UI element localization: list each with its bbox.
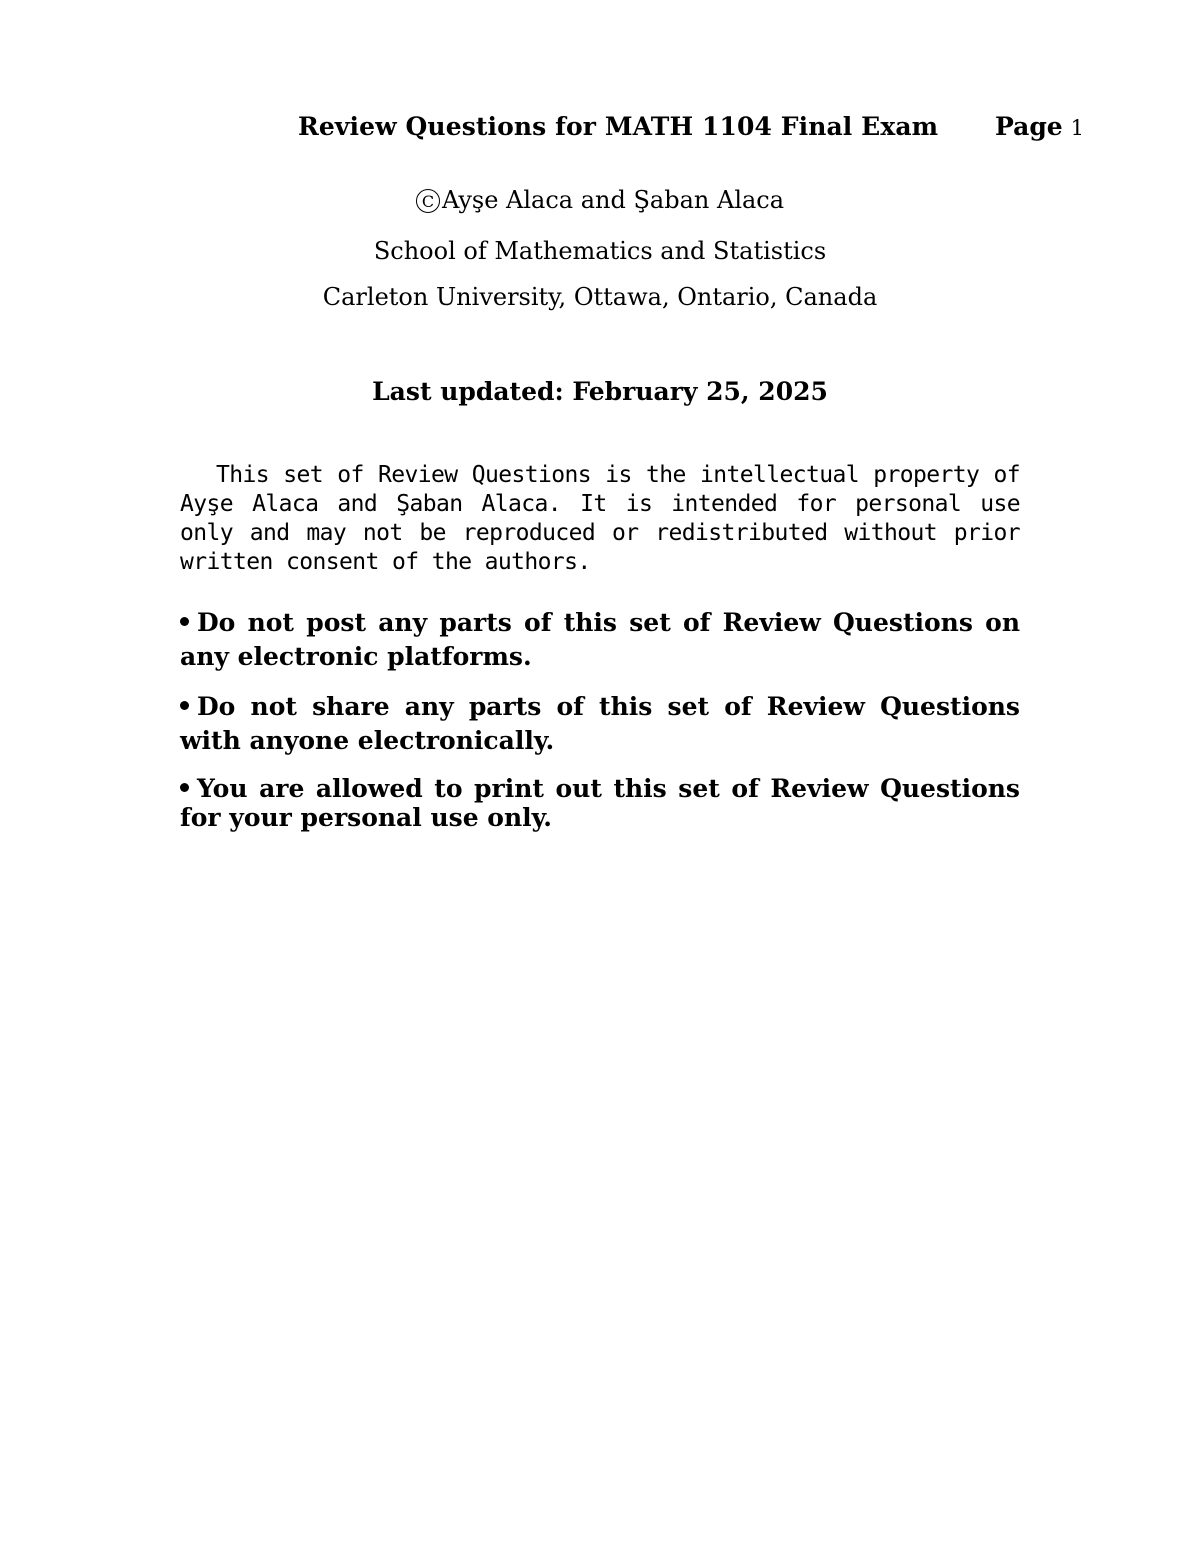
usage-rule-text: Do not post any parts of this set of Review Questions on any electronic platforms. <box>180 608 1020 671</box>
university-name: Carleton University, Ottawa, Ontario, Canada <box>322 283 878 311</box>
page-number: 1 <box>1070 116 1085 140</box>
school-name: School of Mathematics and Statistics <box>373 237 827 265</box>
usage-rule-text: Do not share any parts of this set of Review Questions with anyone electronically. <box>180 692 1020 755</box>
bullet-icon <box>180 701 189 710</box>
last-updated: Last updated: February 25, 2025 <box>372 377 828 406</box>
bullet-icon <box>180 783 189 792</box>
usage-rule-item <box>180 690 1020 758</box>
author-names: Ayşe Alaca and Şaban Alaca <box>441 186 785 214</box>
page-label: Page <box>995 112 1063 141</box>
usage-rule-item <box>180 774 1020 832</box>
usage-rule-item <box>180 606 1020 674</box>
bullet-icon <box>180 617 189 626</box>
document-title: Review Questions for MATH 1104 Final Exam <box>298 112 939 141</box>
page-indicator <box>995 112 1084 141</box>
page-header <box>0 112 1200 148</box>
copyright-icon: C <box>416 189 440 213</box>
authors-line <box>0 186 1200 214</box>
usage-rule-text: You are allowed to print out this set of Review Questions for your personal use only. <box>180 774 1020 832</box>
intellectual-property-notice: This set of Review Questions is the intellectual property of Ayşe Alaca and Şaban Alaca. It is intended for personal use only and may not be reproduced or redistributed without prior written consent of the authors. <box>180 462 1020 575</box>
usage-rules-list <box>180 606 1020 848</box>
